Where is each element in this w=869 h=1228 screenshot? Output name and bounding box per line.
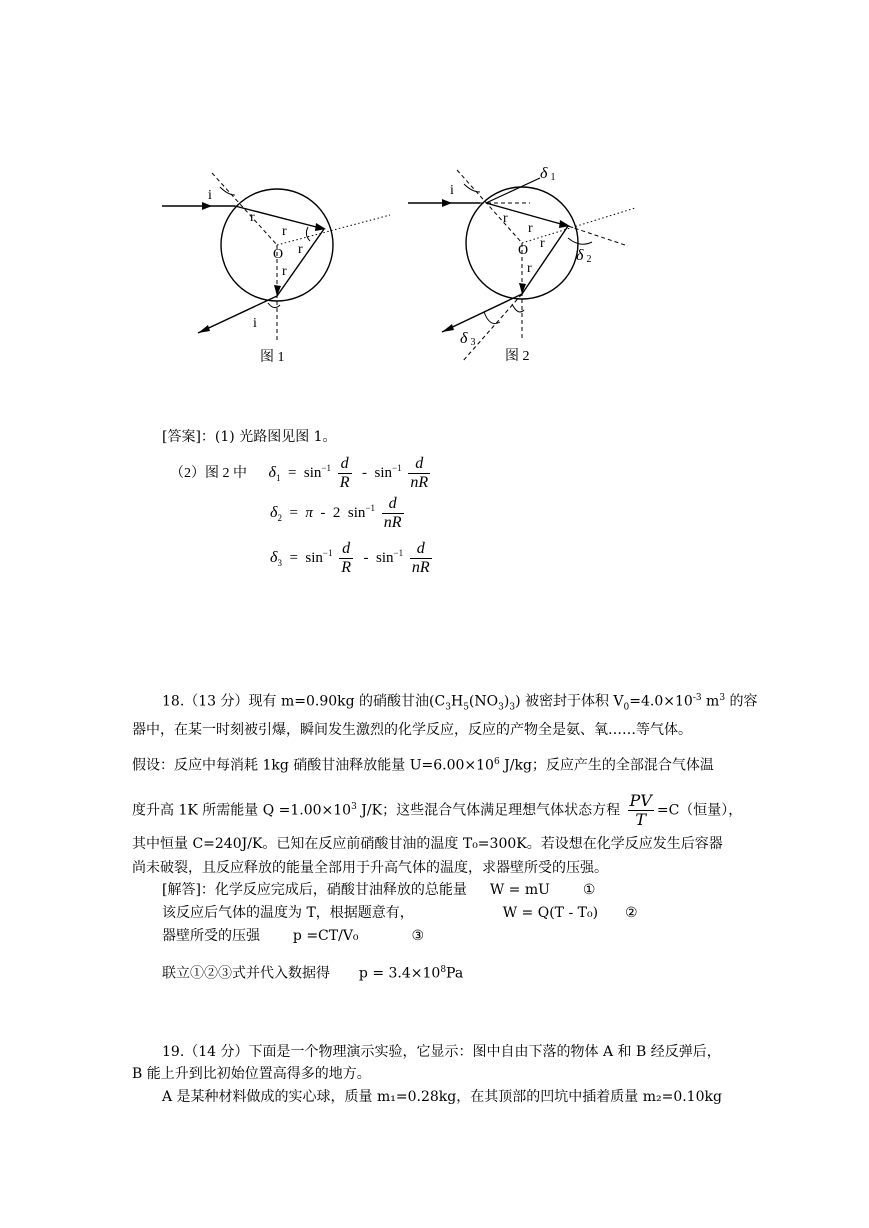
fig2-caption: 图 2 xyxy=(505,349,530,364)
p19-line-3: A 是某种材料做成的实心球，质量 m₁=0.28kg，在其顶部的凹坑中插着质量 m₂=0.10kg xyxy=(162,1089,722,1105)
figure-1-diagram xyxy=(150,165,400,375)
fig2-label-delta3: δ 3 xyxy=(460,330,476,348)
fig2-label-delta1: δ 1 xyxy=(540,165,556,183)
answer-line-1: [答案]：(1) 光路图见图 1。 xyxy=(162,429,337,445)
p18-line-2: 器中，在某一时刻被引爆，瞬间发生激烈的化学反应，反应的产物全是氨、氧……等气体。 xyxy=(132,722,692,738)
fig1-label-r1: r xyxy=(250,210,255,225)
fig2-label-r2: r xyxy=(528,221,533,236)
fig1-label-i-in: i xyxy=(208,188,212,203)
p18-solution-2: 该反应后气体的温度为 T，根据题意有， W = Q(T - T₀) ② xyxy=(162,905,638,921)
fig2-label-delta2: δ 2 xyxy=(576,247,592,265)
answer-eq-3: $\delta_3 = \sin^{-1}$ $\frac{d}{R}$ - $\sin^{-1}$ $\frac{d}{nR}$ xyxy=(270,540,430,576)
p19-line-2: B 能上升到比初始位置高得多的地方。 xyxy=(132,1066,371,1082)
figure-2-diagram xyxy=(400,160,650,375)
fig2-label-center: O xyxy=(518,243,529,258)
p18-solution-3: 器壁所受的压强 p =CT/V₀ ③ xyxy=(162,928,425,944)
p18-solution-1: [解答]：化学反应完成后，硝酸甘油释放的总能量 W = mU ① xyxy=(162,882,596,898)
p18-line-4: 度升高 1K 所需能量 $Q =1.00\times 10^3$ J/K；这些混合气体满足理想气体状态方程 $\frac{PV}{T}$ =C（恒量）， xyxy=(132,791,743,829)
answer-line-2-prefix: （2）图 2 中 xyxy=(170,465,247,481)
p18-line-5: 其中恒量 C=240J/K。已知在反应前硝酸甘油的温度 T₀=300K。若设想在化学反应发生后容器 xyxy=(132,836,723,852)
answer-eq-1: （2）图 2 中 $\delta_1 = \sin^{-1}$ $\frac{d}{R}$ - $\sin^{-1}$ $\frac{d}{nR}$ xyxy=(170,455,429,491)
p18-solution-4: 联立①②③式并代入数据得 $p = 3.4\times 10^8Pa$ xyxy=(162,965,464,982)
p18-line-6: 尚未破裂，且反应释放的能量全部用于升高气体的温度，求器壁所受的压强。 xyxy=(132,860,608,876)
fig2-label-r3: r xyxy=(540,236,545,251)
fig1-label-r4: r xyxy=(282,264,287,279)
fig1-caption: 图 1 xyxy=(260,350,285,365)
fig2-label-r4: r xyxy=(527,261,532,276)
fig1-label-i-out: i xyxy=(253,316,257,331)
fig2-label-i-in: i xyxy=(450,183,454,198)
p19-line-1: 19.（14 分）下面是一个物理演示实验，它显示：图中自由下落的物体 A 和 B 经反弹后， xyxy=(162,1044,721,1060)
answer-eq-2: $\delta_2 = \pi - 2$ $\sin^{-1}$ $\frac{d}{nR}$ xyxy=(270,495,402,531)
p18-line-3: 假设：反应中每消耗 1kg 硝酸甘油释放能量 $U=6.00\times 10^6$ J/kg；反应产生的全部混合气体温 xyxy=(132,757,714,774)
p18-line-1: 18.（13 分）现有 m=0.90kg 的硝酸甘油$(C_3H_5(NO_3)_3)$ 被密封于体积 $V_0=4.0\times 10^{-3}$ $m^3$ 的容 xyxy=(162,693,758,713)
fig1-label-r3: r xyxy=(298,242,303,257)
fig1-label-center: O xyxy=(273,247,284,262)
fig1-label-r2: r xyxy=(282,224,287,239)
fig2-label-r1: r xyxy=(503,211,508,226)
